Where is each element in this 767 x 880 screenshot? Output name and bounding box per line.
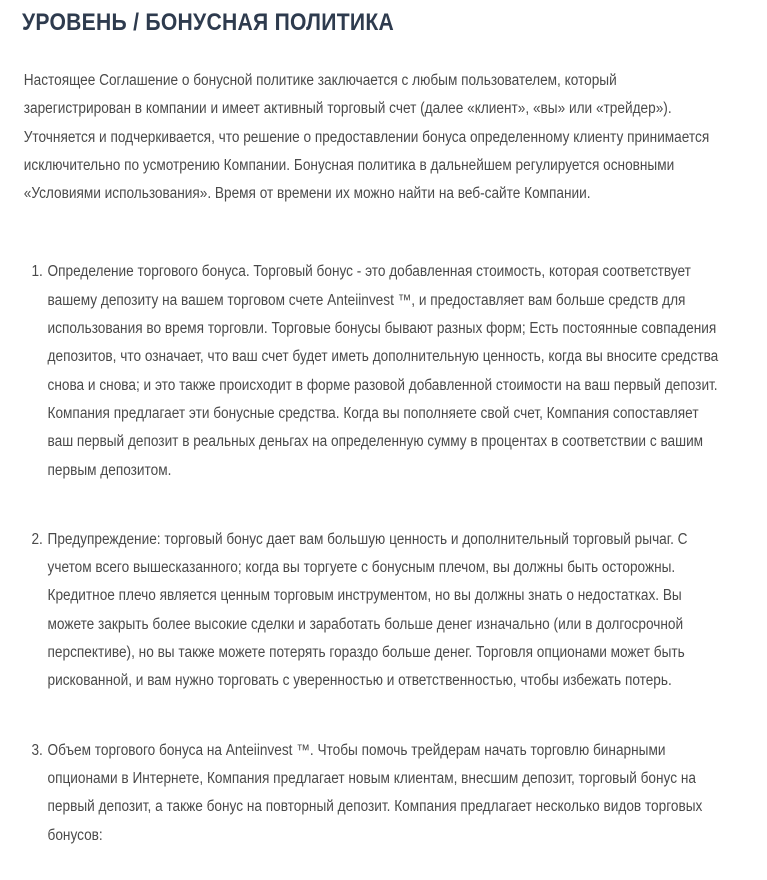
policy-item-definition: 1. Определение торгового бонуса. Торговый бонус - это добавленная стоимость, которая соответствует вашему депозиту на вашем торговом счете Anteiinvest ™, и предоставляет вам больше средств для использования во время торговли. Торговые бонусы бывают разных форм; Есть постоянные совпадения депозитов, что означает, что ваш счет будет иметь дополнительную ценность, когда вы вносите средства снова и снова; и это также происходит в форме разовой добавленной стоимости на ваш первый депозит. Компания предлагает эти бонусные средства. Когда вы пополняете свой счет, Компания сопоставляет ваш первый депозит в реальных деньгах на определенную сумму в процентах в соответствии с вашим первым депозитом. — [47, 258, 724, 484]
intro-paragraph: Настоящее Соглашение о бонусной политике заключается с любым пользователем, который зарегистрирован в компании и имеет активный торговый счет (далее «клиент», «вы» или «трейдер»). Уточняется и подчеркивается, что решение о предоставлении бонуса определенному клиенту принимается исключительно по усмотрению Компании. Бонусная политика в дальнейшем регулируется основными «Условиями использования». Время от времени их можно найти на веб-сайте Компании. — [23, 72, 710, 203]
page-title: УРОВЕНЬ / БОНУСНАЯ ПОЛИТИКА — [22, 9, 394, 36]
policy-item-warning: 2. Предупреждение: торговый бонус дает вам большую ценность и дополнительный торговый рычаг. С учетом всего вышесказанного; когда вы торгуете с бонусным плечом, вы должны быть осторожны. Кредитное плечо является ценным торговым инструментом, но вы должны знать о недостатках. Вы можете закрыть более высокие сделки и заработать больше денег изначально (или в долгосрочной перспективе), но вы также можете потерять гораздо больше денег. Торговля опционами может быть рискованной, и вам нужно торговать с уверенностью и ответственностью, чтобы избежать потерь. — [47, 526, 724, 696]
policy-list — [22, 258, 723, 849]
policy-item-volume: 3. Объем торгового бонуса на Anteiinvest ™. Чтобы помочь трейдерам начать торговлю бинарными опционами в Интернете, Компания предлагает новым клиентам, внесшим депозит, торговый бонус на первый депозит, а также бонус на повторный депозит. Компания предлагает несколько видов торговых бонусов: — [47, 737, 724, 850]
